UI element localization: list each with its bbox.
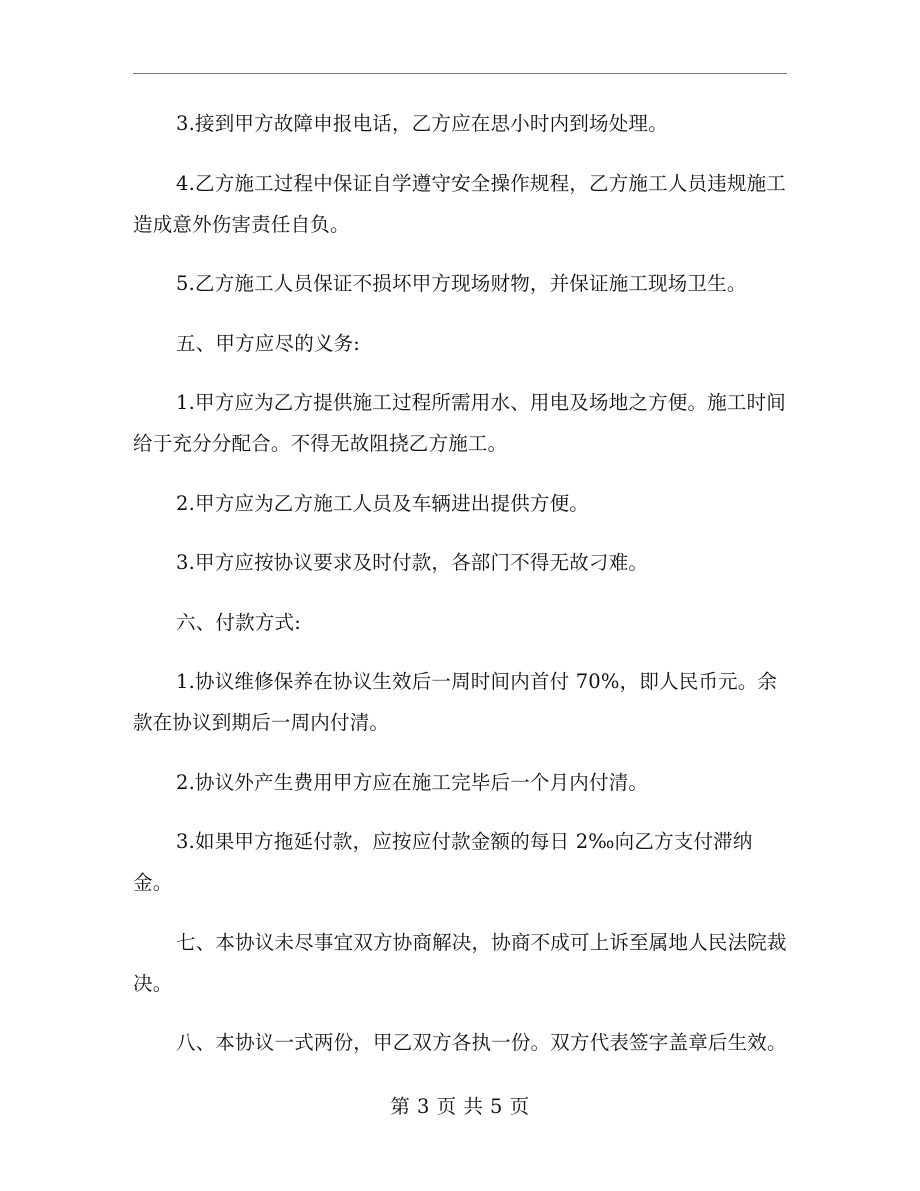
clause-b-4: 4.乙方施工过程中保证自学遵守安全操作规程，乙方施工人员违规施工造成意外伤害责任自负。 (133, 171, 787, 236)
document-body (133, 103, 787, 1063)
page-number: 第 3 页 共 5 页 (390, 1095, 530, 1118)
clause-a-2: 2.甲方应为乙方施工人员及车辆进出提供方便。 (176, 491, 590, 515)
clause-b-5: 5.乙方施工人员保证不损坏甲方现场财物，并保证施工现场卫生。 (176, 272, 747, 295)
header-rule (133, 73, 787, 74)
clause-b-3: 3.接到甲方故障申报电话，乙方应在思小时内到场处理。 (176, 112, 668, 135)
payment-clause-3: 3.如果甲方拖延付款，应按应付款金额的每日 2‰向乙方支付滞纳金。 (133, 830, 753, 894)
section-8: 八、本协议一式两份，甲乙双方各执一份。双方代表签字盖章后生效。 (176, 1031, 787, 1054)
payment-clause-1: 1.协议维修保养在协议生效后一周时间内首付 70%，即人民币元。余款在协议到期后一周内付清。 (133, 670, 778, 734)
clause-a-1: 1.甲方应为乙方提供施工过程所需用水、用电及场地之方便。施工时间给于充分分配合。不得无故阻挠乙方施工。 (133, 391, 787, 455)
section-heading-6: 六、付款方式: (176, 610, 301, 634)
payment-clause-2: 2.协议外产生费用甲方应在施工完毕后一个月内付清。 (176, 770, 649, 794)
section-heading-5: 五、甲方应尽的义务: (176, 331, 361, 355)
section-7: 七、本协议未尽事宜双方协商解决，协商不成可上诉至属地人民法院裁决。 (133, 930, 787, 995)
clause-a-3: 3.甲方应按协议要求及时付款，各部门不得无故刁难。 (176, 551, 649, 574)
